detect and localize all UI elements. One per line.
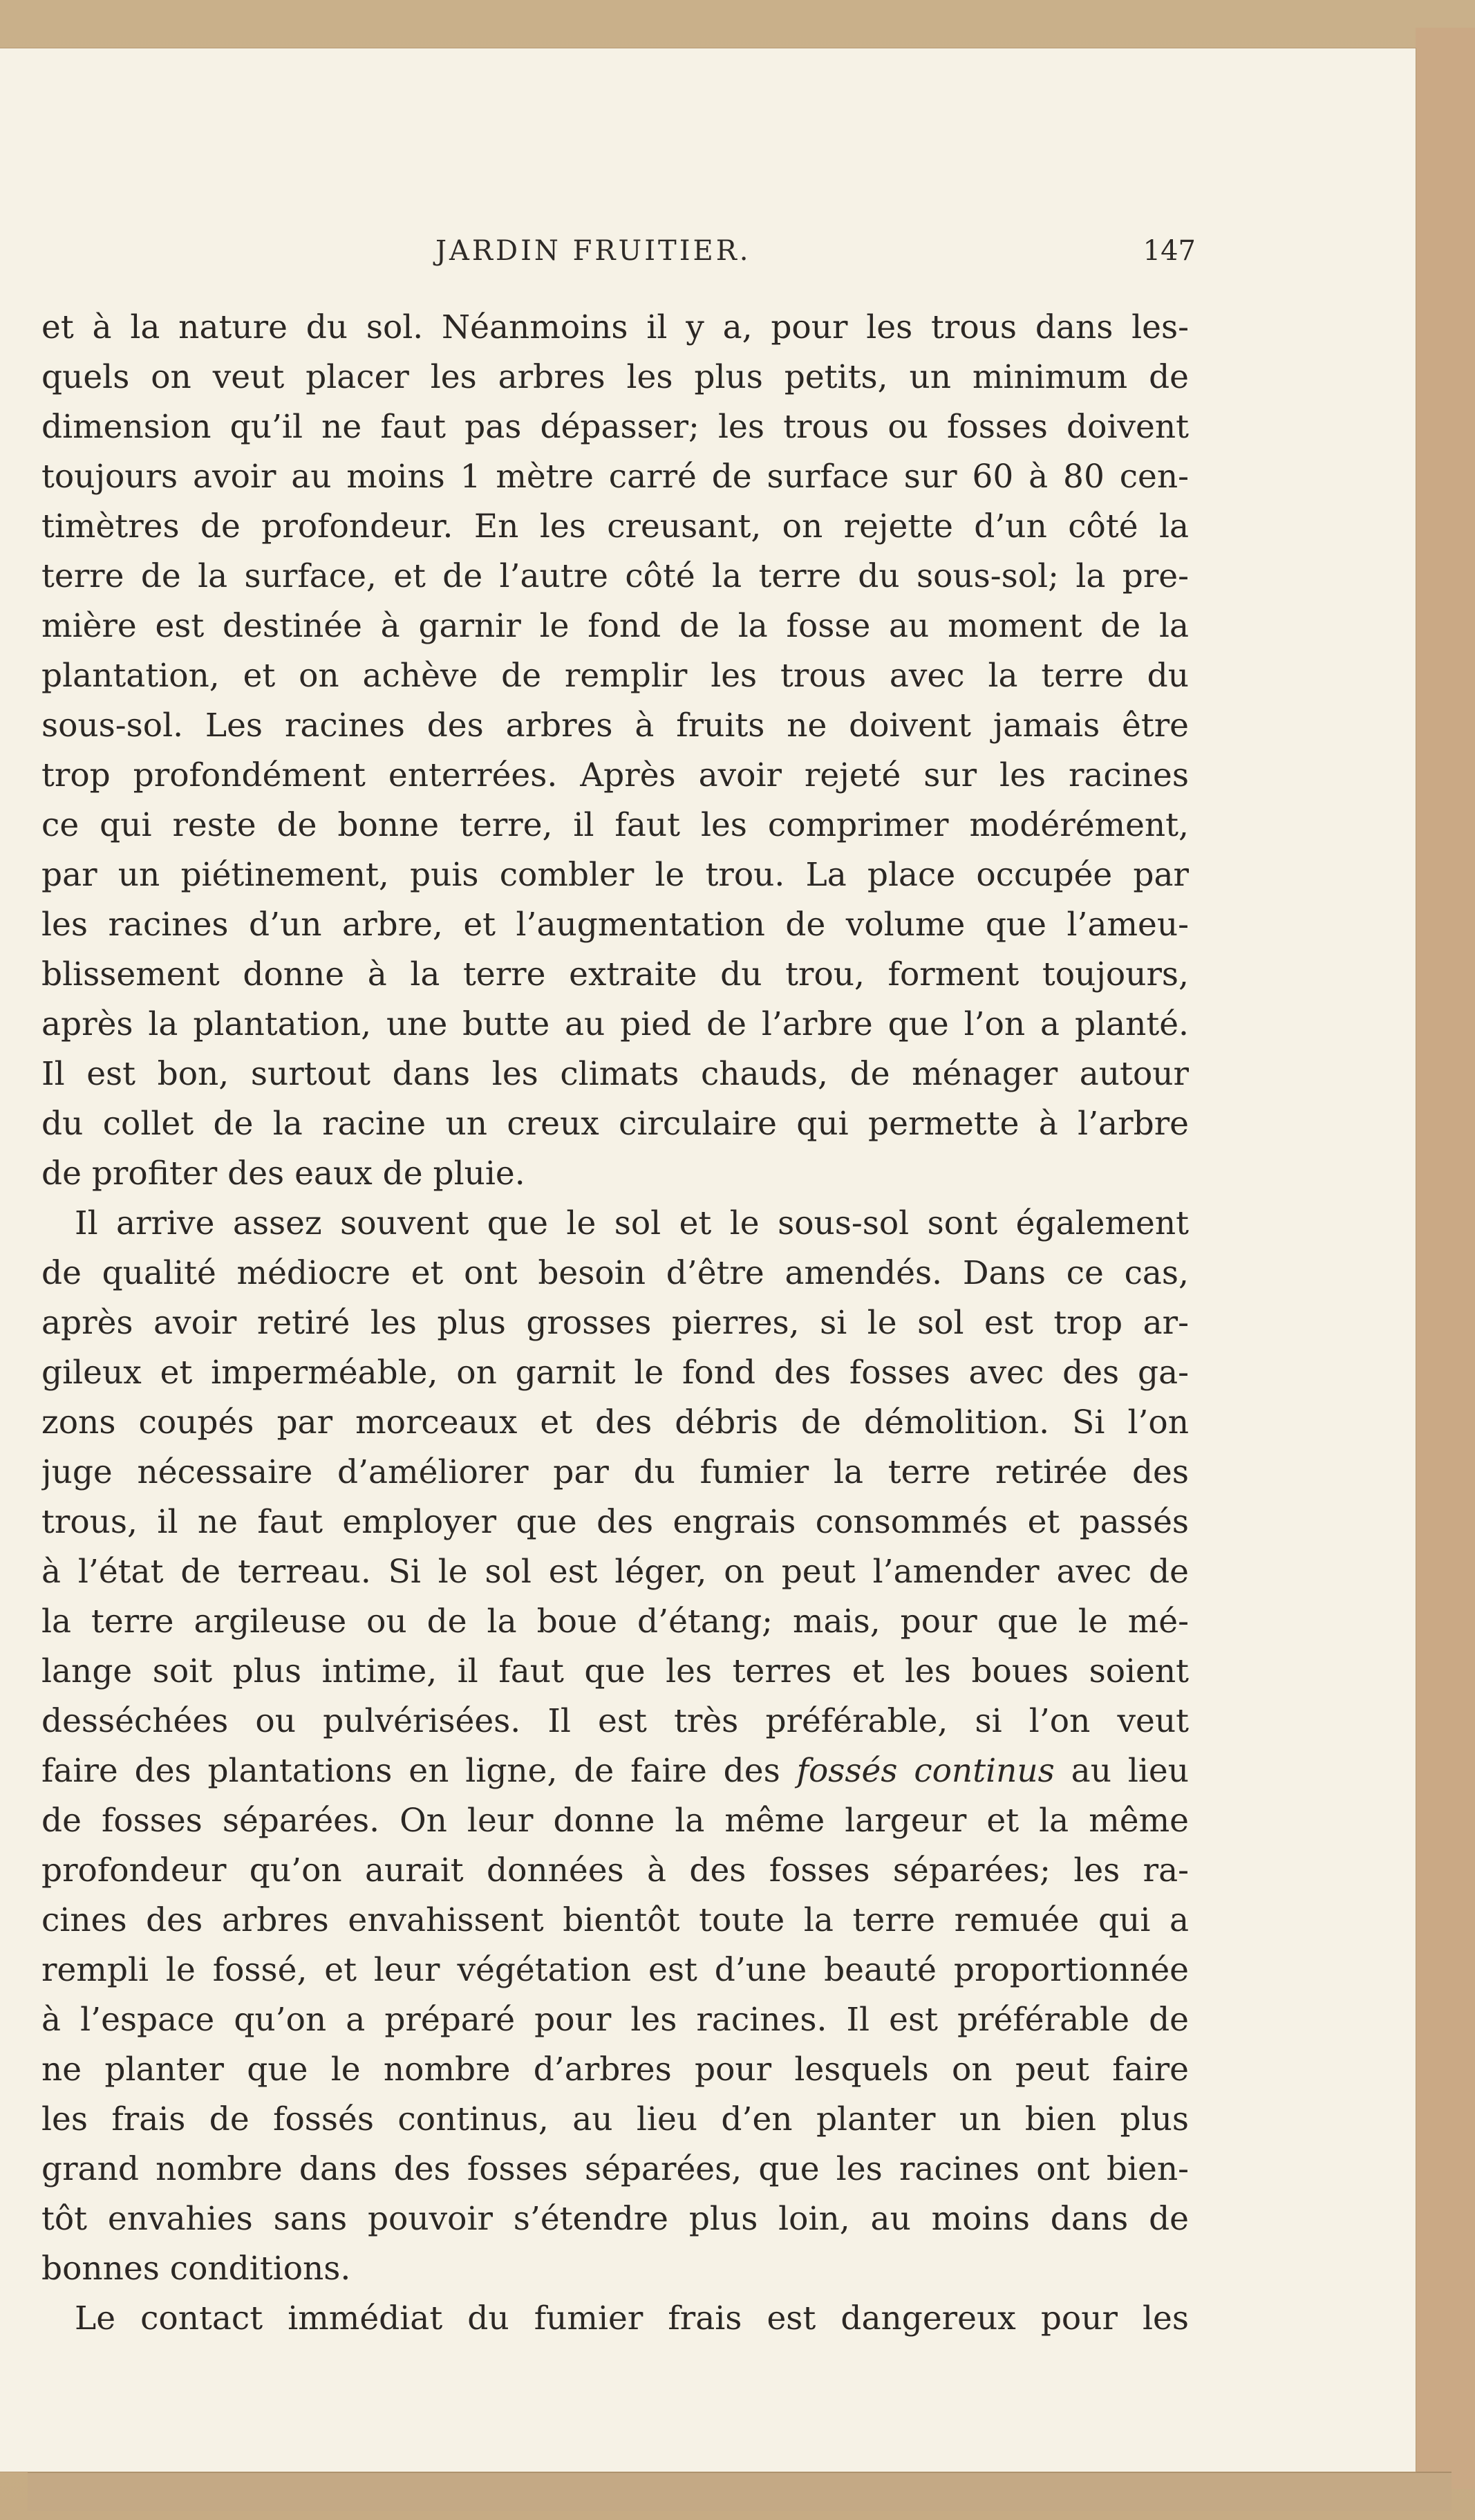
running-header [435, 235, 1196, 277]
line-text-after: au lieu [1054, 1752, 1189, 1790]
text-line: trop profondément enterrées. Après avoir rejeté sur les racines [41, 756, 1189, 794]
text-line: trous, il ne faut employer que des engrais consommés et passés [41, 1503, 1189, 1541]
line-text: faire des plantations en ligne, de faire des [41, 1752, 780, 1790]
page-number: 147 [1143, 235, 1196, 267]
text-line: de fosses séparées. On leur donne la même largeur et la même [41, 1802, 1189, 1840]
text-line: lange soit plus intime, il faut que les terres et les boues soient [41, 1652, 1189, 1690]
text-line: gileux et imperméable, on garnit le fond des fosses avec des ga- [41, 1354, 1189, 1392]
text-line: rempli le fossé, et leur végétation est d’une beauté proportionnée [41, 1951, 1189, 1989]
text-line: Il arrive assez souvent que le sol et le sous-sol sont également [75, 1204, 1189, 1242]
text-line: à l’état de terreau. Si le sol est léger, on peut l’amender avec de [41, 1553, 1189, 1591]
text-line: zons coupés par morceaux et des débris de démolition. Si l’on [41, 1403, 1189, 1441]
text-line: juge nécessaire d’améliorer par du fumier la terre retirée des [41, 1453, 1189, 1491]
text-line: desséchées ou pulvérisées. Il est très préférable, si l’on veut [41, 1702, 1189, 1740]
text-line: du collet de la racine un creux circulaire qui permette à l’arbre [41, 1105, 1189, 1143]
text-line: après la plantation, une butte au pied de l’arbre que l’on a planté. [41, 1005, 1189, 1043]
text-line: blissement donne à la terre extraite du trou, forment toujours, [41, 955, 1189, 993]
text-line: toujours avoir au moins 1 mètre carré de surface sur 60 à 80 cen- [41, 458, 1189, 496]
text-line: et à la nature du sol. Néanmoins il y a, pour les trous dans les- [41, 308, 1189, 346]
body-text [41, 303, 1189, 2344]
text-line: les racines d’un arbre, et l’augmentation de volume que l’ameu- [41, 906, 1189, 944]
text-line: de profiter des eaux de pluie. [41, 1155, 525, 1193]
text-line: timètres de profondeur. En les creusant, on rejette d’un côté la [41, 507, 1189, 545]
text-line: ce qui reste de bonne terre, il faut les comprimer modérément, [41, 806, 1189, 844]
text-line: grand nombre dans des fosses séparées, que les racines ont bien- [41, 2150, 1189, 2188]
text-line: sous-sol. Les racines des arbres à fruits ne doivent jamais être [41, 707, 1189, 745]
text-line: terre de la surface, et de l’autre côté la terre du sous-sol; la pre- [41, 557, 1189, 595]
text-line: ne planter que le nombre d’arbres pour lesquels on peut faire [41, 2051, 1189, 2089]
text-line-italic [41, 1746, 1189, 1796]
text-line: Il est bon, surtout dans les climats chauds, de ménager autour [41, 1055, 1189, 1093]
text-line: mière est destinée à garnir le fond de la fosse au moment de la [41, 607, 1189, 645]
text-line: profondeur qu’on aurait données à des fosses séparées; les ra- [41, 1851, 1189, 1889]
book-page [0, 48, 1416, 2472]
text-line: de qualité médiocre et ont besoin d’être amendés. Dans ce cas, [41, 1254, 1189, 1292]
text-line: Le contact immédiat du fumier frais est dangereux pour les [75, 2299, 1189, 2337]
italic-phrase: fossés continus [796, 1752, 1055, 1790]
text-line: par un piétinement, puis combler le trou. La place occupée par [41, 856, 1189, 894]
text-line: quels on veut placer les arbres les plus petits, un minimum de [41, 358, 1189, 396]
text-line: cines des arbres envahissent bientôt toute la terre remuée qui a [41, 1901, 1189, 1939]
text-line: à l’espace qu’on a préparé pour les racines. Il est préférable de [41, 2001, 1189, 2039]
text-line: plantation, et on achève de remplir les trous avec la terre du [41, 657, 1189, 695]
running-title: JARDIN FRUITIER. [435, 235, 751, 267]
text-line: après avoir retiré les plus grosses pierres, si le sol est trop ar- [41, 1304, 1189, 1342]
page-edge-right [1416, 28, 1475, 2489]
text-line: les frais de fossés continus, au lieu d’en planter un bien plus [41, 2100, 1189, 2138]
text-line: dimension qu’il ne faut pas dépasser; les trous ou fosses doivent [41, 408, 1189, 446]
page-edge-bottom [28, 2472, 1451, 2511]
text-line: la terre argileuse ou de la boue d’étang; mais, pour que le mé- [41, 1603, 1189, 1641]
text-line: tôt envahies sans pouvoir s’étendre plus loin, au moins dans de [41, 2200, 1189, 2238]
text-line: bonnes conditions. [41, 2250, 351, 2288]
